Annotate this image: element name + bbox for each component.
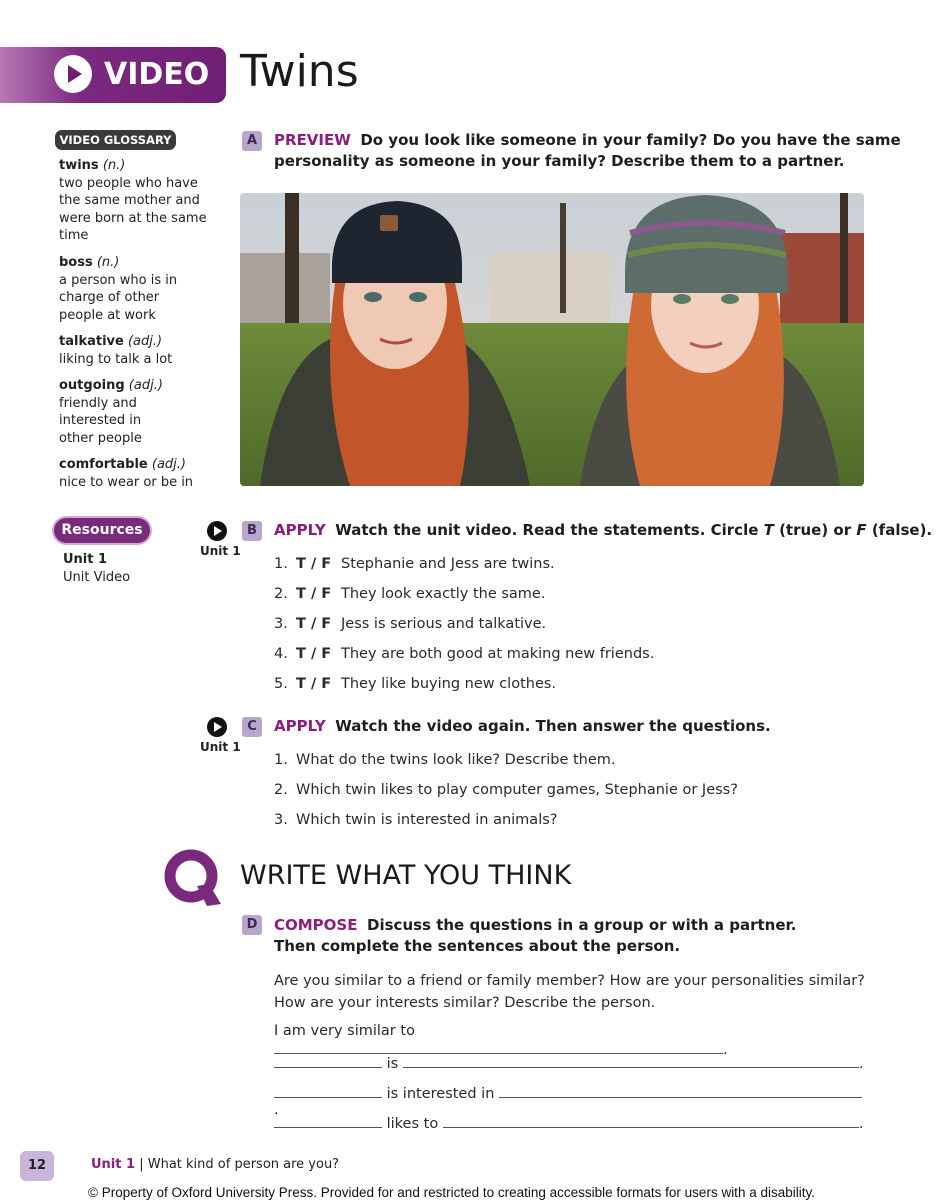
prompt-line: Are you similar to a friend or family member? How are your personalities similar? — [274, 973, 865, 989]
answer-blank[interactable] — [274, 1053, 382, 1068]
copyright-notice: © Property of Oxford University Press. Provided for and restricted to creating accessible formats for users with a disability. — [88, 1185, 815, 1200]
list-item — [274, 556, 555, 572]
activity-letter-d: D — [242, 915, 262, 935]
activity-letter-a: A — [242, 131, 262, 151]
list-item — [274, 812, 557, 828]
statement: They are both good at making new friends. — [341, 646, 655, 662]
instruction-text: Watch the unit video. Read the statements. Circle — [335, 521, 764, 539]
activity-letter-b: B — [242, 521, 262, 541]
item-number: 3. — [274, 812, 288, 828]
true-false-choice[interactable]: T / F — [296, 586, 332, 602]
glossary-definition: nice to wear or be in — [59, 474, 194, 490]
glossary-pos: (n.) — [96, 255, 120, 270]
instruction-text: (true) or — [773, 521, 857, 539]
section-title: WRITE WHAT YOU THINK — [240, 860, 572, 891]
activity-label: COMPOSE — [274, 916, 358, 934]
glossary-pos: (adj.) — [128, 378, 163, 393]
footer-unit-title: What kind of person are you? — [147, 1157, 340, 1172]
glossary-entry — [59, 254, 219, 324]
prompt-text — [274, 970, 865, 1014]
activity-b-instruction — [274, 521, 932, 539]
sentence-part: is interested in — [386, 1086, 495, 1102]
glossary-word: twins — [59, 158, 99, 173]
answer-blank[interactable] — [274, 1113, 382, 1128]
activity-c-instruction — [274, 717, 771, 735]
activity-label: PREVIEW — [274, 131, 351, 149]
unit-tag: Unit 1 — [200, 544, 241, 558]
prompt-line: How are your interests similar? Describe the person. — [274, 995, 656, 1011]
sentence-part: likes to — [386, 1116, 439, 1132]
activity-letter-c: C — [242, 717, 262, 737]
page-number: 12 — [20, 1151, 54, 1181]
glossary-word: comfortable — [59, 457, 148, 472]
activity-label: APPLY — [274, 717, 326, 735]
statement: Jess is serious and talkative. — [341, 616, 547, 632]
statement: They like buying new clothes. — [341, 676, 557, 692]
activity-a-instruction — [274, 130, 901, 172]
instruction-line: Do you look like someone in your family? Do you have the same — [360, 131, 901, 149]
sentence-part: is — [386, 1056, 399, 1072]
twins-photo-illustration — [240, 193, 864, 486]
sentence-start: I am very similar to — [274, 1023, 415, 1039]
period: . — [723, 1042, 728, 1058]
sentence-line — [274, 1113, 864, 1132]
glossary-word: boss — [59, 255, 93, 270]
activity-label: APPLY — [274, 521, 326, 539]
statement: They look exactly the same. — [341, 586, 546, 602]
instruction-line: Then complete the sentences about the person. — [274, 937, 681, 955]
play-icon — [54, 55, 92, 93]
play-video-icon[interactable] — [207, 521, 227, 541]
glossary-word: outgoing — [59, 378, 125, 393]
glossary-word: talkative — [59, 334, 124, 349]
twins-photo — [240, 193, 864, 486]
question: Which twin likes to play computer games, Stephanie or Jess? — [296, 782, 738, 798]
glossary-pos: (adj.) — [151, 457, 186, 472]
list-item — [274, 752, 616, 768]
video-badge-label: VIDEO — [104, 57, 210, 92]
glossary-pos: (adj.) — [127, 334, 163, 349]
footer-unit-line — [91, 1157, 339, 1172]
glossary-title: VIDEO GLOSSARY — [55, 130, 176, 150]
instruction-text: (false). — [866, 521, 933, 539]
question: What do the twins look like? Describe them. — [296, 752, 616, 768]
item-number: 1. — [274, 556, 288, 572]
period: . — [274, 1102, 279, 1118]
instruction-f: F — [856, 521, 867, 539]
item-number: 2. — [274, 586, 288, 602]
answer-blank[interactable] — [274, 1039, 723, 1054]
answer-blank[interactable] — [403, 1053, 859, 1068]
instruction-text: Watch the video again. Then answer the questions. — [335, 717, 771, 735]
glossary-pos: (n.) — [102, 158, 126, 173]
instruction-t: T — [763, 521, 774, 539]
answer-blank[interactable] — [274, 1083, 382, 1098]
instruction-line: personality as someone in your family? Describe them to a partner. — [274, 152, 845, 170]
sentence-line — [274, 1053, 864, 1072]
list-item — [274, 646, 654, 662]
list-item — [274, 676, 556, 692]
resources-badge: Resources — [54, 518, 150, 543]
resources-item[interactable]: Unit Video — [63, 570, 131, 585]
activity-d-instruction — [274, 915, 796, 957]
item-number: 1. — [274, 752, 288, 768]
list-item — [274, 616, 546, 632]
true-false-choice[interactable]: T / F — [296, 616, 332, 632]
item-number: 2. — [274, 782, 288, 798]
q-icon — [163, 848, 223, 912]
footer-separator: | — [139, 1157, 144, 1172]
true-false-choice[interactable]: T / F — [296, 556, 332, 572]
period: . — [858, 1116, 864, 1132]
list-item — [274, 586, 545, 602]
unit-tag: Unit 1 — [200, 740, 241, 754]
item-number: 4. — [274, 646, 288, 662]
glossary-definition: a person who is in charge of other people at work — [59, 272, 178, 323]
glossary-entry — [59, 377, 219, 447]
glossary-definition: liking to talk a lot — [59, 351, 173, 367]
resources-unit: Unit 1 — [63, 552, 108, 567]
glossary-definition: two people who have the same mother and were born at the same time — [59, 175, 207, 243]
glossary-entry — [59, 456, 219, 491]
play-video-icon[interactable] — [207, 717, 227, 737]
item-number: 5. — [274, 676, 288, 692]
item-number: 3. — [274, 616, 288, 632]
instruction-line: Discuss the questions in a group or with a partner. — [367, 916, 797, 934]
page-title: Twins — [240, 46, 359, 97]
statement: Stephanie and Jess are twins. — [341, 556, 555, 572]
true-false-choice[interactable]: T / F — [296, 676, 332, 692]
glossary-entry — [59, 157, 219, 245]
footer-unit: Unit 1 — [91, 1157, 136, 1172]
answer-blank[interactable] — [499, 1083, 862, 1098]
answer-blank[interactable] — [443, 1113, 859, 1128]
list-item — [274, 782, 738, 798]
true-false-choice[interactable]: T / F — [296, 646, 332, 662]
period: . — [858, 1056, 864, 1072]
glossary-entry — [59, 333, 219, 368]
question: Which twin is interested in animals? — [296, 812, 558, 828]
glossary-definition: friendly and interested in other people — [59, 395, 142, 446]
